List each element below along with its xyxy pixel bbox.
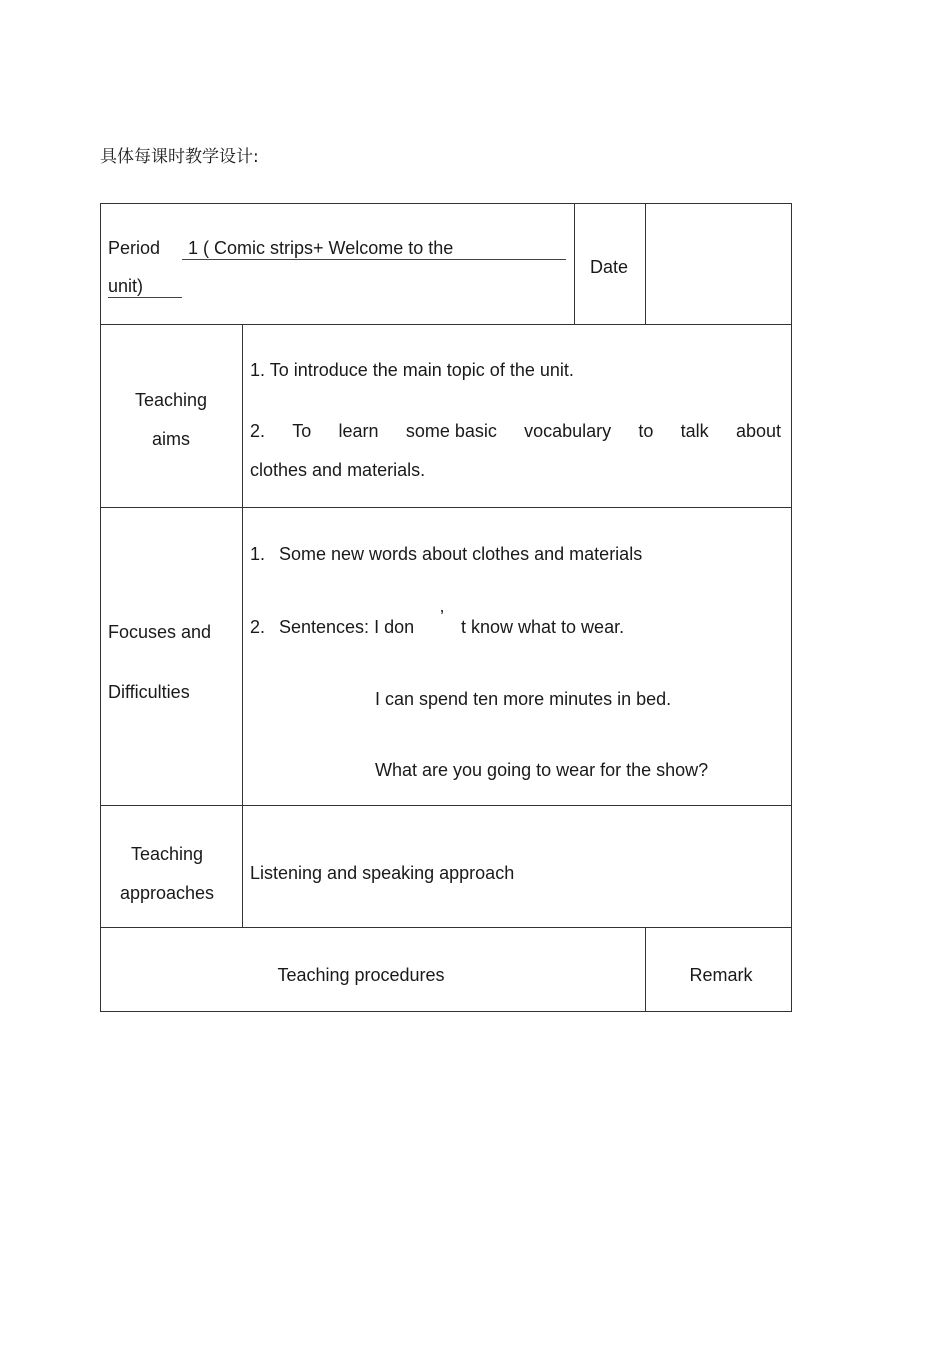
focus-1-number: 1.: [250, 544, 266, 564]
row-divider: [100, 324, 792, 325]
period-underline-2: [108, 297, 182, 298]
focus-sentence-2: I can spend ten more minutes in bed.: [375, 689, 672, 709]
teaching-aims-label-line1: Teaching: [134, 390, 208, 410]
teaching-aim-2-line2: clothes and materials.: [250, 460, 426, 480]
period-underline: [182, 259, 566, 260]
table-border-top: [100, 203, 792, 204]
procedures-label: Teaching procedures: [277, 965, 445, 985]
page-heading: 具体每课时教学设计:: [100, 147, 259, 167]
focus-2-text-a: Sentences: I don: [279, 617, 415, 637]
period-value-line2: unit): [108, 276, 144, 296]
approaches-value: Listening and speaking approach: [250, 863, 515, 883]
period-label: Period: [108, 238, 161, 258]
aim-word: To: [292, 421, 312, 441]
col-divider: [645, 927, 646, 1012]
col-divider: [242, 324, 243, 928]
row-divider: [100, 805, 792, 806]
row-divider: [100, 507, 792, 508]
focus-1-text: Some new words about clothes and materials: [279, 544, 643, 564]
date-label: Date: [590, 257, 629, 277]
focuses-label-line2: Difficulties: [108, 682, 190, 702]
approaches-label-line1: Teaching: [130, 844, 204, 864]
aim-word: vocabulary: [524, 421, 612, 441]
table-border-bottom: [100, 1011, 792, 1012]
col-divider: [645, 203, 646, 325]
row-divider: [100, 927, 792, 928]
teaching-aim-1: 1. To introduce the main topic of the unit.: [250, 360, 574, 380]
aim-word: to: [638, 421, 654, 441]
teaching-aims-label-line2: aims: [151, 429, 190, 449]
approaches-label-line2: approaches: [119, 883, 215, 903]
focuses-label-line1: Focuses and: [108, 622, 212, 642]
remark-label: Remark: [689, 965, 753, 985]
focus-2-apostrophe: ’: [440, 607, 444, 627]
aim-word: talk: [680, 421, 709, 441]
col-divider: [574, 203, 575, 325]
aim-word: about: [735, 421, 781, 441]
period-value-line1: 1 ( Comic strips+ Welcome to the: [188, 238, 454, 258]
teaching-aim-2-line1: [250, 420, 781, 442]
aim-word: some basic: [405, 421, 497, 441]
focus-2-number: 2.: [250, 617, 266, 637]
aim-word: 2.: [250, 421, 266, 441]
focus-sentence-3: What are you going to wear for the show?: [375, 760, 709, 780]
focus-2-text-b: t know what to wear.: [461, 617, 625, 637]
aim-word: learn: [338, 421, 379, 441]
